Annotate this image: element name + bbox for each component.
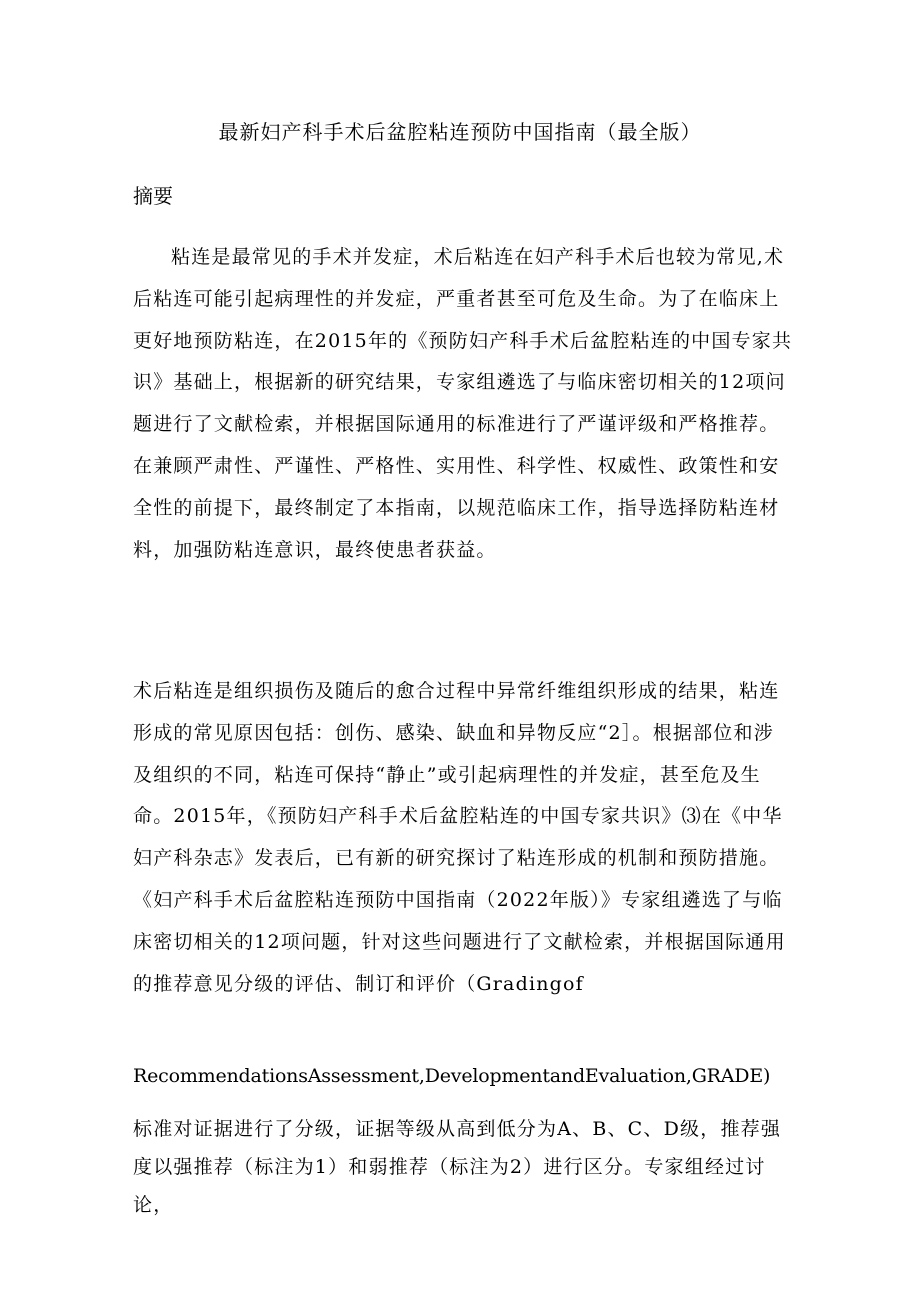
body-paragraph-continued: 标准对证据进行了分级，证据等级从高到低分为A、B、C、D级，推荐强度以强推荐（标注为1）和弱推荐（标注为2）进行区分。专家组经过讨论， <box>133 1118 782 1216</box>
body-paragraph: 术后粘连是组织损伤及随后的愈合过程中异常纤维组织形成的结果，粘连形成的常见原因包括：创伤、感染、缺血和异物反应“2］。根据部位和涉及组织的不同，粘连可保持“静止”或引起病理性的并发症，甚至危及生命。2015年，《预防妇产科手术后盆腔粘连的中国专家共识》⑶在《中华妇产科杂志》发表后，已有新的研究探讨了粘连形成的机制和预防措施。《妇产科手术后盆腔粘连预防中国指南（2022年版）》专家组遴选了与临床密切相关的12项问题，针对这些问题进行了文献检索，并根据国际通用的推荐意见分级的评估、制订和评价（Gradingof <box>133 680 786 995</box>
abstract-heading: 摘要 <box>133 184 173 208</box>
document-title: 最新妇产科手术后盆腔粘连预防中国指南（最全版） <box>218 120 702 144</box>
abstract-paragraph: 粘连是最常见的手术并发症，术后粘连在妇产科手术后也较为常见,术后粘连可能引起病理性的并发症，严重者甚至可危及生命。为了在临床上更好地预防粘连，在2015年的《预防妇产科手术后盆腔粘连的中国专家共识》基础上，根据新的研究结果，专家组遴选了与临床密切相关的12项问题进行了文献检索，并根据国际通用的标准进行了严谨评级和严格推荐。在兼顾严肃性、严谨性、严格性、实用性、科学性、权威性、政策性和安全性的前提下，最终制定了本指南，以规范临床工作，指导选择防粘连材料，加强防粘连意识，最终使患者获益。 <box>133 246 793 561</box>
grade-line: RecommendationsAssessment,DevelopmentandEvaluation,GRADE) <box>133 1065 771 1087</box>
